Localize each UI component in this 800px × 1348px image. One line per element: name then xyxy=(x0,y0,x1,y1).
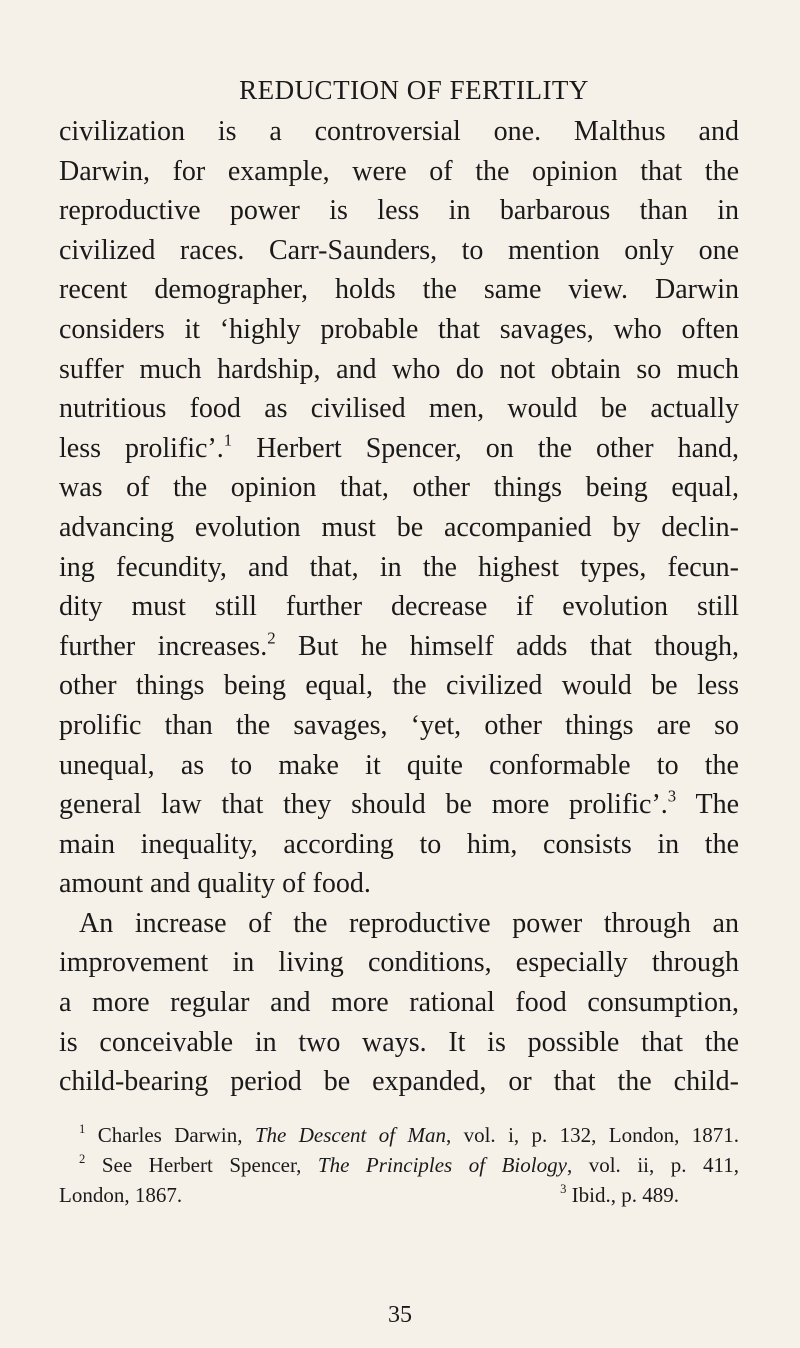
text-line: a more regular and more rational food consumption, xyxy=(59,987,739,1019)
text-line: ing fecundity, and that, in the highest types, fecun- xyxy=(59,551,739,583)
text-line: reproductive power is less in barbarous than in xyxy=(59,195,739,227)
book-title: The Descent of Man xyxy=(254,1122,446,1147)
text-line: prolific than the savages, ‘yet, other things are so xyxy=(59,709,739,741)
footnote-text: Ibid., p. 489. xyxy=(571,1182,679,1207)
footnotes xyxy=(59,1120,739,1210)
footnote-ref: 3 xyxy=(667,786,677,806)
text-segment: less prolific’. xyxy=(59,432,224,464)
text-line: nutritious food as civilised men, would be actually xyxy=(59,393,739,425)
text-line: civilization is a controversial one. Malthus and xyxy=(59,116,739,147)
text-line: unequal, as to make it quite conformable to the xyxy=(59,749,739,781)
text-line xyxy=(59,429,739,469)
footnote-marker: 3 xyxy=(560,1182,567,1197)
text-line: other things being equal, the civilized would be less xyxy=(59,670,739,702)
footnote-ref: 1 xyxy=(223,430,233,449)
footnote-ref: 2 xyxy=(267,627,276,647)
text-segment: further increases. xyxy=(59,630,268,662)
footnote-text: See Herbert Spencer, xyxy=(101,1152,318,1177)
text-line: dity must still further decrease if evolution still xyxy=(59,591,739,623)
footnote-text: , vol. ii, p. 411, xyxy=(566,1152,739,1177)
footnote-2 xyxy=(59,1150,739,1180)
footnote-text: London, 1867. xyxy=(59,1182,183,1207)
main-text xyxy=(59,112,739,1102)
text-line: amount and quality of food. xyxy=(59,868,371,900)
text-line xyxy=(59,627,739,667)
text-line: Darwin, for example, were of the opinion that the xyxy=(59,155,739,187)
footnote-marker: 1 xyxy=(79,1122,86,1137)
text-line: advancing evolution must be accompanied by declin- xyxy=(59,511,739,543)
footnote-2-cont xyxy=(59,1180,739,1210)
text-line: improvement in living conditions, especially through xyxy=(59,947,739,979)
footnote-1 xyxy=(59,1120,739,1150)
text-line: is conceivable in two ways. It is possible that the xyxy=(59,1026,739,1058)
text-line: civilized races. Carr-Saunders, to mention only one xyxy=(59,234,739,266)
footnote-text: Charles Darwin, xyxy=(97,1122,255,1147)
text-segment: But he himself adds that though, xyxy=(298,630,739,662)
text-line: was of the opinion that, other things being equal, xyxy=(59,472,739,504)
footnote-marker: 2 xyxy=(79,1152,86,1167)
text-segment: Herbert Spencer, on the other hand, xyxy=(256,432,740,464)
footnote-3 xyxy=(560,1180,739,1210)
book-title: The Principles of Biology xyxy=(317,1152,567,1177)
book-page xyxy=(59,70,739,1210)
text-line: considers it ‘highly probable that savages, who often xyxy=(59,313,739,345)
text-line: child-bearing period be expanded, or that the child- xyxy=(59,1066,739,1098)
text-line: recent demographer, holds the same view. Darwin xyxy=(59,274,739,306)
text-segment: general law that they should be more prolific’. xyxy=(59,789,668,821)
text-line xyxy=(59,785,739,825)
running-head: REDUCTION OF FERTILITY xyxy=(239,75,589,105)
text-line: An increase of the reproductive power through an xyxy=(79,907,739,939)
page-number: 35 xyxy=(388,1302,412,1328)
footnote-text: , vol. i, p. 132, London, 1871. xyxy=(445,1122,740,1147)
text-line: main inequality, according to him, consists in the xyxy=(59,828,739,860)
text-line: suffer much hardship, and who do not obtain so much xyxy=(59,353,739,385)
text-segment: The xyxy=(695,789,739,821)
